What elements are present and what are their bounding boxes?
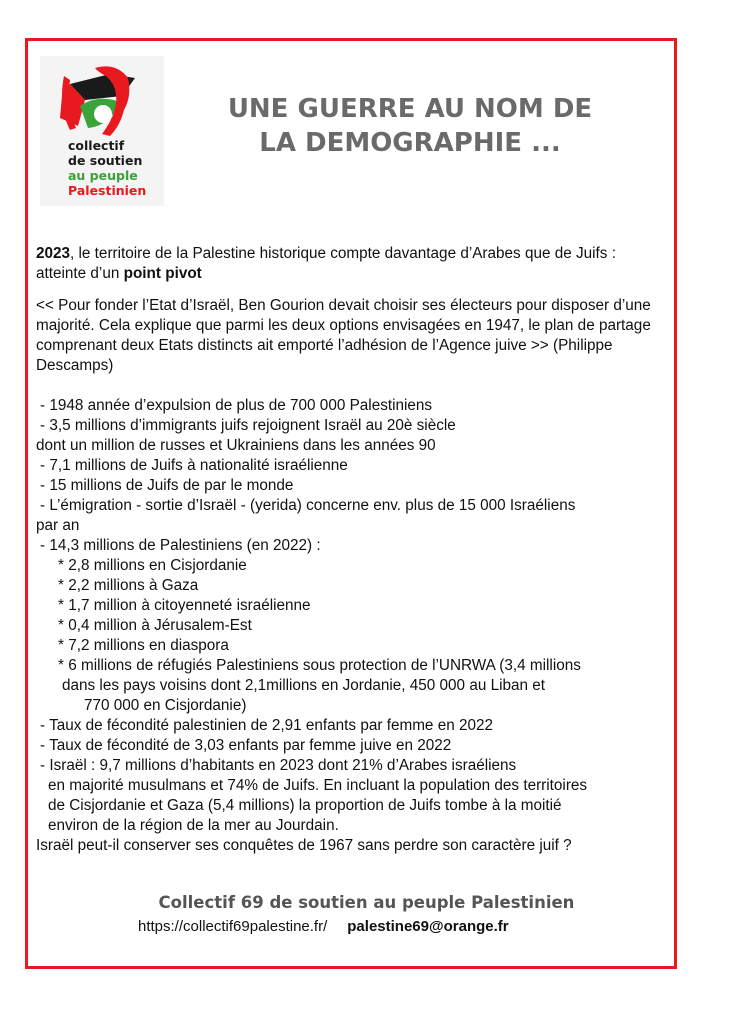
list-item: par an <box>36 517 80 534</box>
document-body <box>36 244 666 856</box>
list-item: * 7,2 millions en diaspora <box>58 637 229 654</box>
intro-text: , le territoire de la Palestine historique compte davantage d’Arabes que de Juifs : atteinte d’un <box>36 245 616 282</box>
conclusion-question: Israël peut-il conserver ses conquêtes de 1967 sans perdre son caractère juif ? <box>36 837 572 854</box>
logo-text-line1: collectif <box>68 138 125 153</box>
list-item: dont un million de russes et Ukrainiens dans les années 90 <box>36 437 436 454</box>
website-link[interactable]: https://collectif69palestine.fr/ <box>138 918 328 935</box>
list-item: en majorité musulmans et 74% de Juifs. En incluant la population des territoires <box>48 777 588 794</box>
list-item: * 1,7 million à citoyenneté israélienne <box>58 597 311 614</box>
list-item: 770 000 en Cisjordanie) <box>84 697 247 714</box>
intro-bold: point pivot <box>123 265 202 282</box>
list-item: * 2,2 millions à Gaza <box>58 577 199 594</box>
logo-text-line4: Palestinien <box>68 183 147 198</box>
intro-paragraph <box>36 244 666 284</box>
list-item: - 1948 année d’expulsion de plus de 700 000 Palestiniens <box>40 397 433 414</box>
logo-text-line3: au peuple <box>68 168 138 183</box>
list-item: - Taux de fécondité palestinien de 2,91 enfants par femme en 2022 <box>40 717 493 734</box>
list-item: - 15 millions de Juifs de par le monde <box>40 477 294 494</box>
list-item: * 0,4 million à Jérusalem-Est <box>58 617 252 634</box>
email-link[interactable]: palestine69@orange.fr <box>347 918 509 935</box>
list-item: * 6 millions de réfugiés Palestiniens sous protection de l’UNRWA (3,4 millions <box>58 657 581 674</box>
footer-links <box>138 918 509 935</box>
list-item: de Cisjordanie et Gaza (5,4 millions) la proportion de Juifs tombe à la moitié <box>48 797 562 814</box>
list-item: dans les pays voisins dont 2,1millions en Jordanie, 450 000 au Liban et <box>62 677 546 694</box>
list-item: environ de la région de la mer au Jourdain. <box>48 817 339 834</box>
list-item: - 7,1 millions de Juifs à nationalité israélienne <box>40 457 348 474</box>
intro-year: 2023 <box>36 245 71 262</box>
list-item: - 3,5 millions d’immigrants juifs rejoignent Israël au 20è siècle <box>40 417 456 434</box>
list-item: - Israël : 9,7 millions d’habitants en 2023 dont 21% d’Arabes israéliens <box>40 757 517 774</box>
title-line1: UNE GUERRE AU NOM DE <box>227 94 593 124</box>
footer-organization: Collectif 69 de soutien au peuple Palestinien <box>158 893 575 912</box>
logo-text-line2: de soutien <box>68 153 143 168</box>
list-item: - L’émigration - sortie d’Israël - (yerida) concerne env. plus de 15 000 Israéliens <box>40 497 576 514</box>
page-title <box>200 92 620 160</box>
list-item: * 2,8 millions en Cisjordanie <box>58 557 247 574</box>
list-item: - Taux de fécondité de 3,03 enfants par femme juive en 2022 <box>40 737 452 754</box>
title-line2: LA DEMOGRAPHIE ... <box>259 128 561 158</box>
quote-paragraph: << Pour fonder l’Etat d’Israël, Ben Gourion devait choisir ses électeurs pour disposer d’une majorité. Cela explique que parmi les deux options envisagées en 1947, le plan de partage comprenant deux Etats distincts ait emporté l’adhésion de l’Agence juive >> (Philippe Descamps) <box>36 297 651 374</box>
logo <box>40 56 164 206</box>
list-item: - 14,3 millions de Palestiniens (en 2022) : <box>40 537 321 554</box>
